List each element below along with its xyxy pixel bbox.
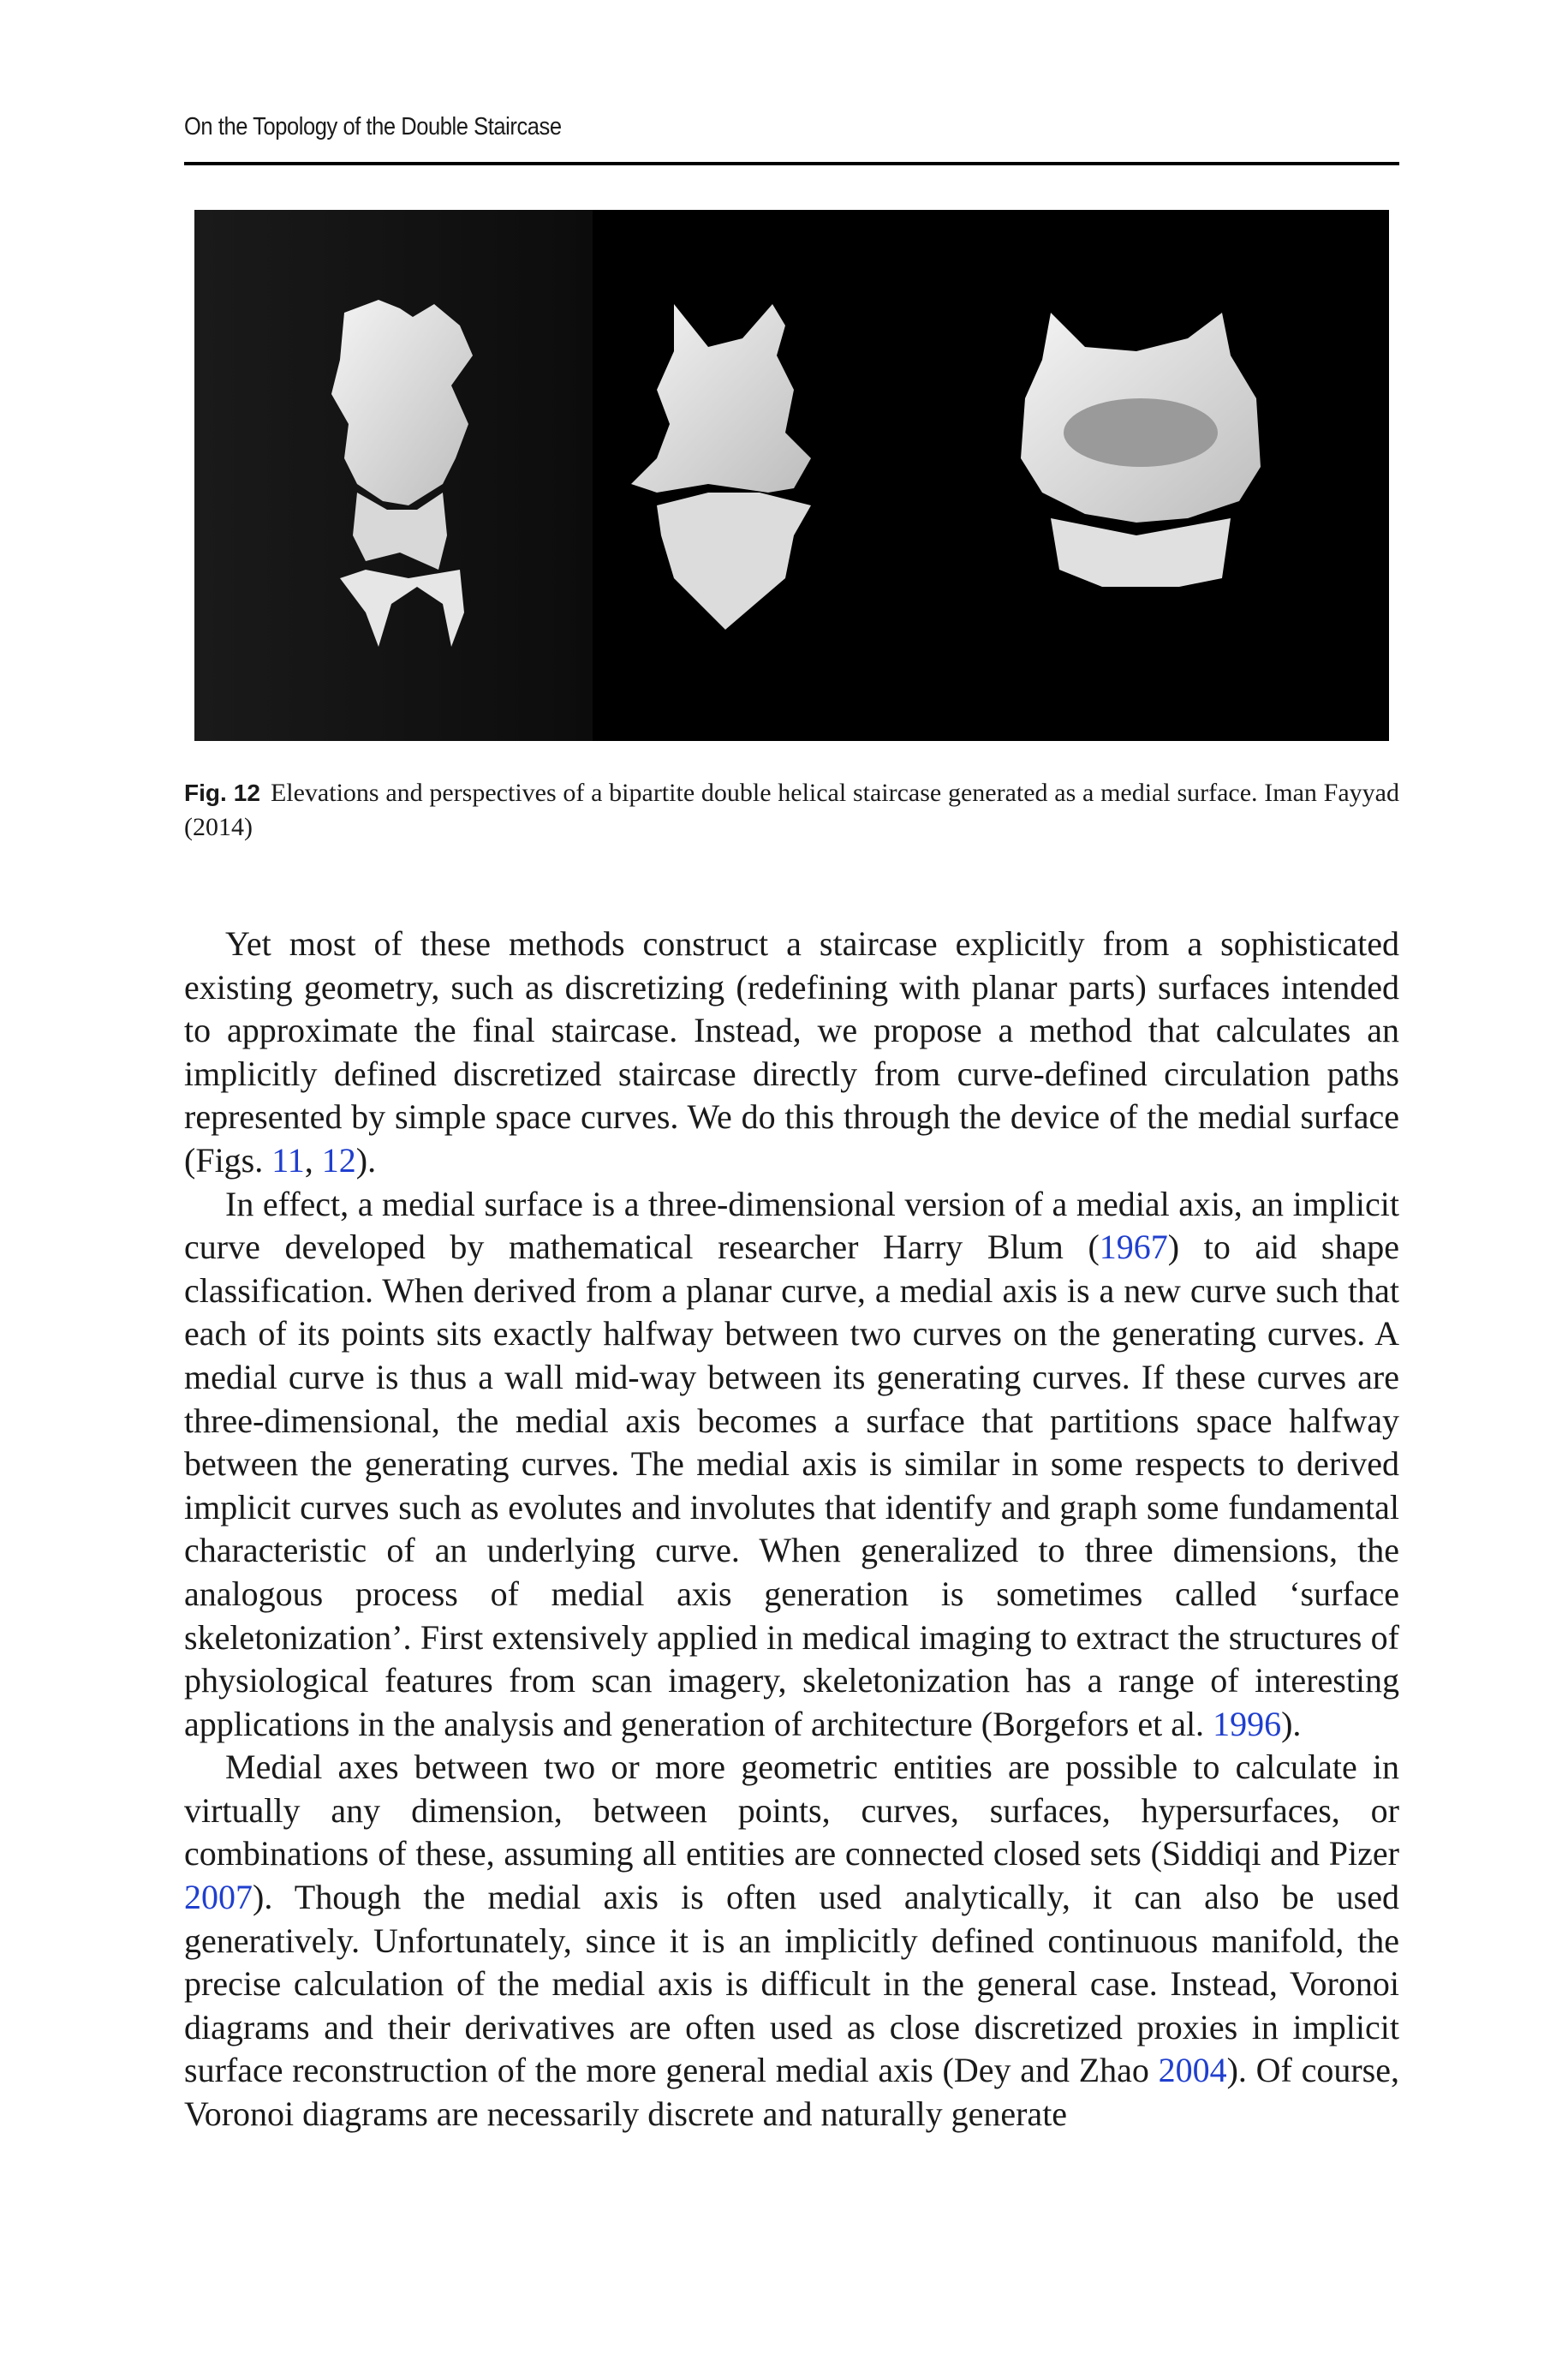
paragraph-text: Medial axes between two or more geometric entities are possible to calculate in virtually any dimension, between points, curves, surfaces, hypersurfaces, or combinations of these, assuming all entities are connected closed sets (Siddiqi and Pizer xyxy=(184,1748,1399,1873)
staircase-models xyxy=(194,210,1389,741)
model-perspective xyxy=(1021,313,1261,587)
citation-link[interactable]: 2007 xyxy=(184,1878,253,1917)
paragraph-text: ) to aid shape classification. When derived from a planar curve, a medial axis is a new curve such that each of its points sits exactly halfway between two curves on the generating curves. A medial curve is thus a wall mid-way between its generating curves. If these curves are three-dimensional, the medial axis becomes a surface that partitions space halfway between the generating curves. The medial axis is similar in some respects to derived implicit curves such as evolutes and involutes that identify and graph some fundamental characteristic of an underlying curve. When generalized to three dimensions, the analogous process of medial axis generation is sometimes called ‘surface skeletonization’. First extensively applied in medical imaging to extract the structures of physiological features from scan imagery, skeletonization has a range of interesting applications in the analysis and generation of architecture (Borgefors et al. xyxy=(184,1228,1400,1743)
figure-photo xyxy=(194,210,1389,741)
citation-link[interactable]: 12 xyxy=(321,1140,356,1180)
paragraph-text: ). Of course, Voronoi diagrams are necessarily discrete and naturally generate xyxy=(184,2051,1399,2134)
paragraph xyxy=(184,923,1399,1183)
citation-link[interactable]: 11 xyxy=(271,1140,305,1180)
model-elevation-2 xyxy=(631,304,811,630)
model-elevation-1 xyxy=(331,300,473,647)
paragraph-text: Yet most of these methods construct a staircase explicitly from a sophisticated existing geometry, such as discretizing (redefining with planar parts) surfaces intended to approximate the final staircase. Instead, we propose a method that calculates an implicitly defined discretized staircase directly from curve-defined circulation paths represented by simple space curves. We do this through the device of the medial surface (Figs. xyxy=(184,924,1399,1180)
paragraph-text: ). Though the medial axis is often used analytically, it can also be used generatively. Unfortunately, since it is an implicitly defined continuous manifold, the precise calculation of the medial axis is difficult in the general case. Instead, Voronoi diagrams and their derivatives are often used as close discretized proxies in implicit surface reconstruction of the more general medial axis (Dey and Zhao xyxy=(184,1878,1399,2090)
figure-label: Fig. 12 xyxy=(184,780,260,806)
paragraph-text: ). xyxy=(1281,1704,1302,1743)
paragraph-text: In effect, a medial surface is a three-dimensional version of a medial axis, an implicit curve developed by mathematical researcher Harry Blum ( xyxy=(184,1184,1399,1267)
citation-link[interactable]: 1967 xyxy=(1099,1228,1168,1267)
citation-link[interactable]: 2004 xyxy=(1158,2051,1227,2090)
body-text xyxy=(184,923,1399,2136)
running-head: On the Topology of the Double Staircase xyxy=(184,113,562,140)
paragraph xyxy=(184,1183,1399,1747)
figure-caption-text: Elevations and perspectives of a bipartite double helical staircase generated as a medial surface. Iman Fayyad (2014) xyxy=(184,779,1399,841)
figure-caption xyxy=(184,776,1399,845)
paragraph-text: , xyxy=(304,1140,322,1180)
header-rule xyxy=(184,162,1399,165)
paragraph xyxy=(184,1746,1399,2136)
paragraph-text: ). xyxy=(355,1140,377,1180)
citation-link[interactable]: 1996 xyxy=(1213,1704,1282,1743)
